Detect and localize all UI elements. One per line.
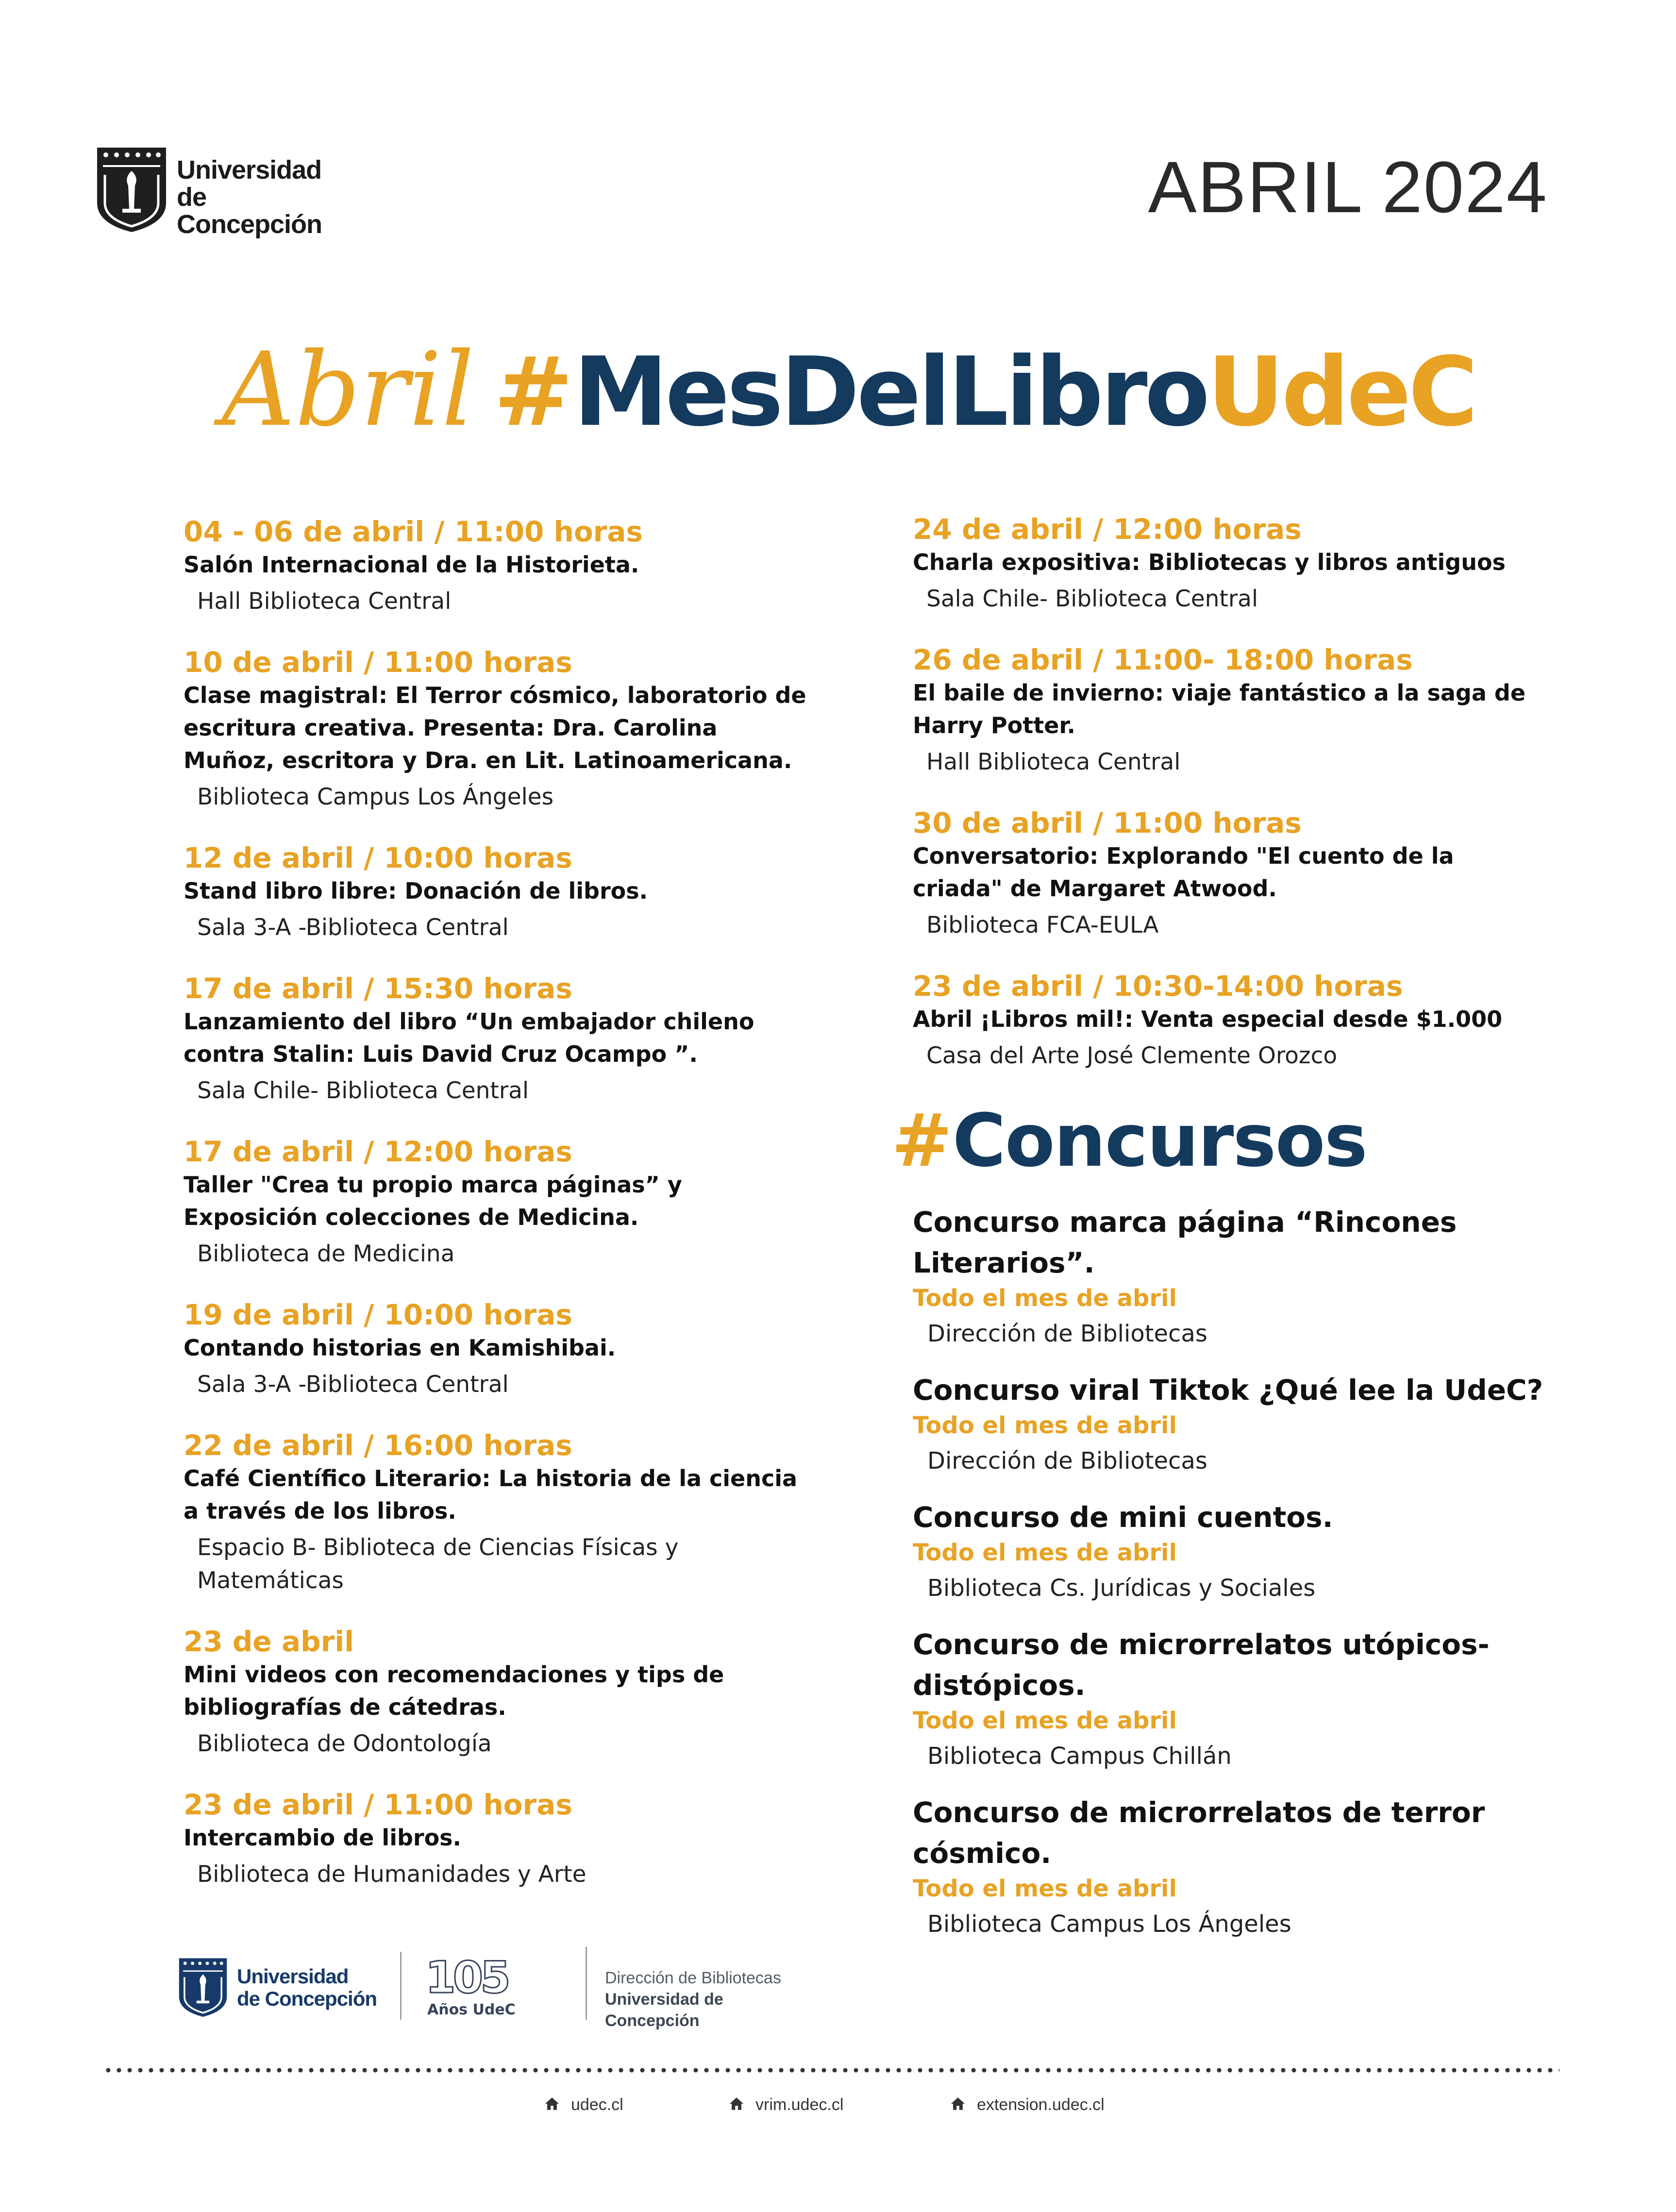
contest-place: Biblioteca Campus Los Ángeles [927,1910,1291,1938]
dotted-divider [103,2067,1559,2073]
contest-title: Concurso de microrrelatos utópicos-distópicos. [913,1628,1490,1702]
footer-link-vrim[interactable]: vrim.udec.cl [728,2093,843,2117]
headline-navy-part: MesDelLibro [573,337,1207,448]
right-column [891,512,1544,1960]
event-item [913,643,1544,779]
logo-divider [586,1947,587,2020]
contest-item [913,1202,1544,1350]
anniversary-logo [425,1952,522,2023]
event-title: Contando historias en Kamishibai. [184,1335,616,1361]
event-date: 23 de abril / 11:00 horas [184,1788,572,1821]
contest-place: Dirección de Bibliotecas [927,1320,1207,1347]
event-date: 17 de abril / 12:00 horas [184,1135,572,1168]
udec-logo-header [95,146,348,238]
event-place: Biblioteca FCA-EULA [926,912,1159,938]
udec-shield-icon [95,146,168,233]
headline [221,330,1475,476]
event-place: Sala 3-A -Biblioteca Central [197,1371,509,1398]
event-place: Sala 3-A -Biblioteca Central [197,914,509,941]
event-title: Clase magistral: El Terror cósmico, laboratorio de escritura creativa. Presenta: Dra. Carolina Muñoz, escritora y Dra. en Lit. Latinoamericana. [184,682,806,773]
contest-title: Concurso viral Tiktok ¿Qué lee la UdeC? [913,1374,1543,1407]
event-place: Hall Biblioteca Central [197,588,452,615]
event-place: Espacio B- Biblioteca de Ciencias Físicas y Matemáticas [197,1534,679,1594]
home-icon [950,2095,966,2112]
event-date: 04 - 06 de abril / 11:00 horas [184,515,643,548]
contest-item [913,1792,1544,1941]
event-place: Sala Chile- Biblioteca Central [926,586,1258,612]
contest-period: Todo el mes de abril [913,1875,1177,1902]
event-date: 30 de abril / 11:00 horas [913,806,1302,839]
home-icon [544,2095,560,2112]
event-item [184,645,815,814]
event-title: Lanzamiento del libro “Un embajador chileno contra Stalin: Luis David Cruz Ocampo ”. [184,1008,754,1067]
event-title: Charla expositiva: Bibliotecas y libros antiguos [913,549,1506,575]
event-item [184,1788,815,1891]
event-date: 26 de abril / 11:00- 18:00 horas [913,643,1413,676]
event-title: Abril ¡Libros mil!: Venta especial desde $1.000 [913,1006,1503,1032]
partner-logos [178,1947,809,2030]
event-title: Conversatorio: Explorando "El cuento de la criada" de Margaret Atwood. [913,843,1454,902]
event-place: Biblioteca de Humanidades y Arte [197,1861,587,1888]
event-place: Biblioteca Campus Los Ángeles [197,784,554,810]
event-item [913,806,1544,942]
event-title: Salón Internacional de la Historieta. [184,552,639,578]
udec-logo-text: Universidad de Concepción [177,155,322,239]
contest-period: Todo el mes de abril [913,1539,1177,1566]
event-date: 23 de abril / 10:30-14:00 horas [913,970,1403,1003]
event-date: 22 de abril / 16:00 horas [184,1429,572,1462]
event-title: Intercambio de libros. [184,1825,462,1851]
event-item [184,1298,815,1401]
event-title: Mini videos con recomendaciones y tips de bibliografías de cátedras. [184,1661,724,1720]
event-title: Café Científico Literario: La historia de la ciencia a través de los libros. [184,1465,798,1524]
contest-period: Todo el mes de abril [913,1707,1177,1734]
contest-item [913,1370,1544,1477]
event-place: Hall Biblioteca Central [926,749,1181,775]
contest-title: Concurso de microrrelatos de terror cósmico. [913,1796,1485,1870]
footer-link-extension[interactable]: extension.udec.cl [950,2093,1105,2117]
contest-title: Concurso de mini cuentos. [913,1501,1333,1534]
direccion-bibliotecas-logo: Dirección de Bibliotecas Universidad de Concepción [605,1969,781,2030]
anniversary-label: Años UdeC [427,2001,516,2018]
event-place: Biblioteca de Odontología [197,1730,492,1757]
event-item [913,512,1544,616]
event-date: 10 de abril / 11:00 horas [184,646,572,679]
event-date: 12 de abril / 10:00 horas [184,841,572,874]
footer-links [0,2093,1676,2122]
contest-place: Dirección de Bibliotecas [927,1447,1207,1475]
concursos-word: Concursos [952,1099,1367,1183]
contest-item [913,1497,1544,1605]
udec-logo-text: Universidad de Concepción [237,1965,377,2010]
contest-place: Biblioteca Campus Chillán [927,1743,1232,1770]
event-item [184,515,815,618]
event-date: 24 de abril / 12:00 horas [913,513,1302,546]
udec-shield-icon [178,1957,228,2018]
footer-link-udec[interactable]: udec.cl [544,2093,623,2117]
anniversary-number: 105 [425,1952,508,2003]
concursos-heading [891,1100,1544,1182]
headline-gold-part: UdeC [1207,337,1475,448]
contest-item [913,1624,1544,1773]
contest-period: Todo el mes de abril [913,1285,1177,1312]
event-item [913,969,1544,1072]
contest-period: Todo el mes de abril [913,1412,1177,1439]
event-title: Stand libro libre: Donación de libros. [184,878,648,904]
event-item [184,1428,815,1597]
event-date: 23 de abril [184,1625,354,1658]
month-title: ABRIL 2024 [1148,146,1548,228]
left-event-list [184,515,815,1918]
contest-place: Biblioteca Cs. Jurídicas y Sociales [927,1575,1316,1602]
event-place: Casa del Arte José Clemente Orozco [926,1042,1338,1069]
event-title: El baile de invierno: viaje fantástico a la saga de Harry Potter. [913,680,1526,738]
event-item [184,1135,815,1271]
event-title: Taller "Crea tu propio marca páginas” y Exposición colecciones de Medicina. [184,1172,682,1230]
concursos-hash: # [891,1099,953,1183]
headline-script-word: Abril [221,330,474,449]
event-place: Biblioteca de Medicina [197,1240,455,1267]
event-place: Sala Chile- Biblioteca Central [197,1077,529,1104]
contest-title: Concurso marca página “Rincones Literarios”. [913,1206,1457,1279]
event-item [184,841,815,944]
logo-divider [400,1952,402,2020]
event-date: 19 de abril / 10:00 horas [184,1298,572,1331]
event-item [184,1625,815,1760]
event-date: 17 de abril / 15:30 horas [184,972,572,1005]
event-item [184,972,815,1107]
headline-hash: # [493,337,574,448]
home-icon [728,2095,745,2112]
